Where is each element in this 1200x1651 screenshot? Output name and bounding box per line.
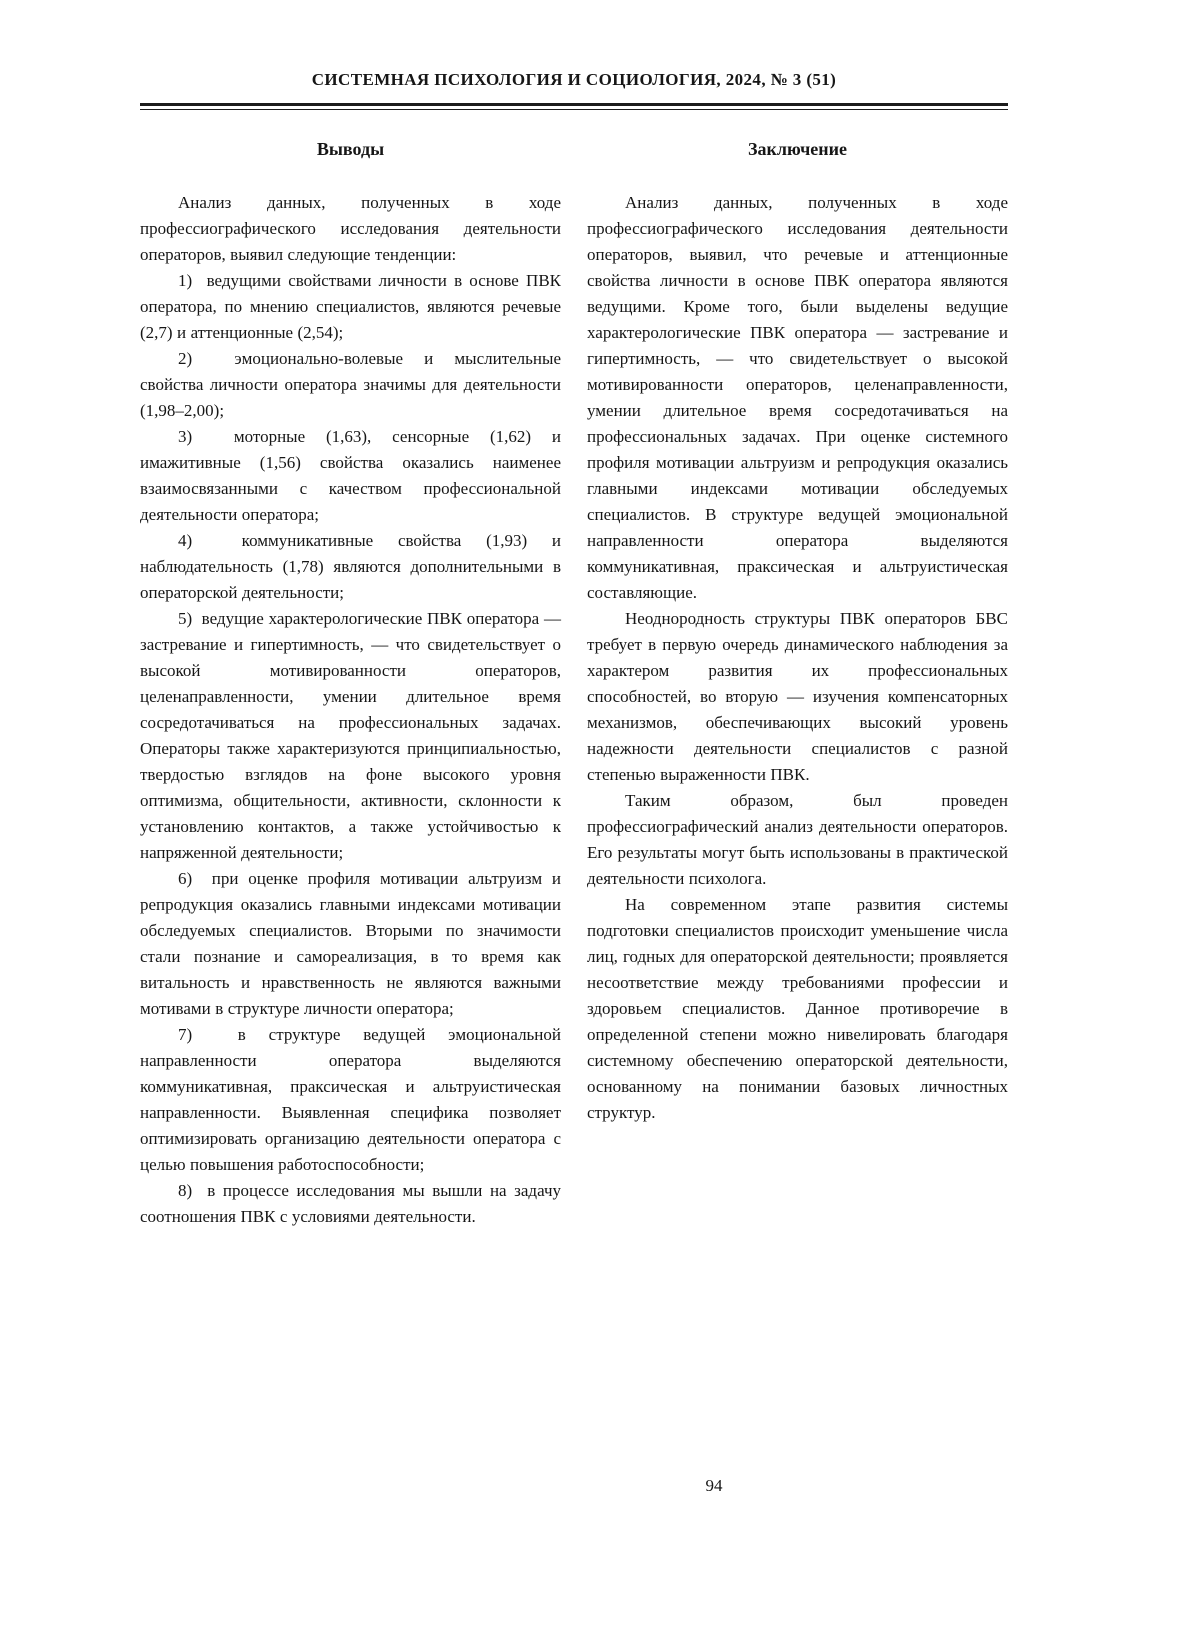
- page-footer: [280, 1476, 1148, 1496]
- journal-title: СИСТЕМНАЯ ПСИХОЛОГИЯ И СОЦИОЛОГИЯ, 2024, № 3 (51): [311, 70, 837, 89]
- document-page: [140, 0, 1008, 1651]
- right-column: [587, 136, 1008, 1230]
- paragraph: На современном этапе развития системы подготовки специалистов происходит уменьшение числа лиц, годных для операторской деятельности; проявляется несоответствие между требованиями профессии и здоровьем специалистов. Данное противоречие в определенной степени можно нивелировать благодаря системному обеспечению операторской деятельности, основанному на понимании базовых личностных структур.: [587, 895, 1008, 1122]
- paragraph: Неоднородность структуры ПВК операторов БВС требует в первую очередь динамического наблюдения за характером развития их профессиональных способностей, во вторую — изучения компенсаторных механизмов, обеспечивающих высокий уровень надежности деятельности специалистов с разной степенью выраженности ПВК.: [587, 609, 1008, 784]
- paragraph: Таким образом, был проведен профессиографический анализ деятельности операторов. Его результаты могут быть использованы в практической деятельности психолога.: [587, 791, 1008, 888]
- left-column: [140, 136, 561, 1230]
- page-header: [140, 0, 1008, 110]
- paragraph: Анализ данных, полученных в ходе профессиографического исследования деятельности операторов, выявил следующие тенденции:: [140, 193, 561, 264]
- paragraph: Анализ данных, полученных в ходе профессиографического исследования деятельности операторов, выявил, что речевые и аттенционные свойства личности в основе ПВК оператора являются ведущими. Кроме того, были выделены ведущие характерологические ПВК оператора — застревание и гипертимность, — что свидетельствует о высокой мотивированности операторов, целенаправленности, умении длительное время сосредотачиваться на профессиональных задачах. При оценке системного профиля мотивации альтруизм и репродукция оказались главными индексами мотивации обследуемых специалистов. В структуре ведущей эмоциональной направленности оператора выделяются коммуникативная, праксическая и альтруистическая составляющие.: [587, 193, 1008, 602]
- list-item-paragraph: 8) в процессе исследования мы вышли на задачу соотношения ПВК с условиями деятельности.: [140, 1181, 561, 1226]
- section-heading-conclusions-list: Выводы: [316, 139, 385, 159]
- list-item-paragraph: 1) ведущими свойствами личности в основе ПВК оператора, по мнению специалистов, являются речевые (2,7) и аттенционные (2,54);: [140, 271, 561, 342]
- list-item-paragraph: 6) при оценке профиля мотивации альтруизм и репродукция оказались главными индексами мотивации обследуемых специалистов. Вторыми по значимости стали познание и самореализация, в то время как витальность и нравственность не являются важными мотивами в структуре личности оператора;: [140, 869, 561, 1018]
- list-item-paragraph: 2) эмоционально-волевые и мыслительные свойства личности оператора значимы для деятельности (1,98–2,00);: [140, 349, 561, 420]
- list-item-paragraph: 7) в структуре ведущей эмоциональной направленности оператора выделяются коммуникативная, праксическая и альтруистическая направленности. Выявленная специфика позволяет оптимизировать организацию деятельности оператора с целью повышения работоспособности;: [140, 1025, 561, 1174]
- page-number: 94: [705, 1476, 723, 1495]
- list-item-paragraph: 5) ведущие характерологические ПВК оператора — застревание и гипертимность, — что свидетельствует о высокой мотивированности операторов, целенаправленности, умении длительное время сосредотачиваться на профессиональных задачах. Операторы также характеризуются принципиальностью, твердостью взглядов на фоне высокого уровня оптимизма, общительности, активности, склонности к установлению контактов, а также устойчивостью к напряженной деятельности;: [140, 609, 561, 862]
- section-heading-summary: Заключение: [748, 139, 847, 159]
- list-item-paragraph: 4) коммуникативные свойства (1,93) и наблюдательность (1,78) являются дополнительными в операторской деятельности;: [140, 531, 561, 602]
- header-rule: [140, 103, 1008, 110]
- list-item-paragraph: 3) моторные (1,63), сенсорные (1,62) и имажитивные (1,56) свойства оказались наименее взаимосвязанными с качеством профессиональной деятельности оператора;: [140, 427, 561, 524]
- two-column-body: [140, 136, 1008, 1230]
